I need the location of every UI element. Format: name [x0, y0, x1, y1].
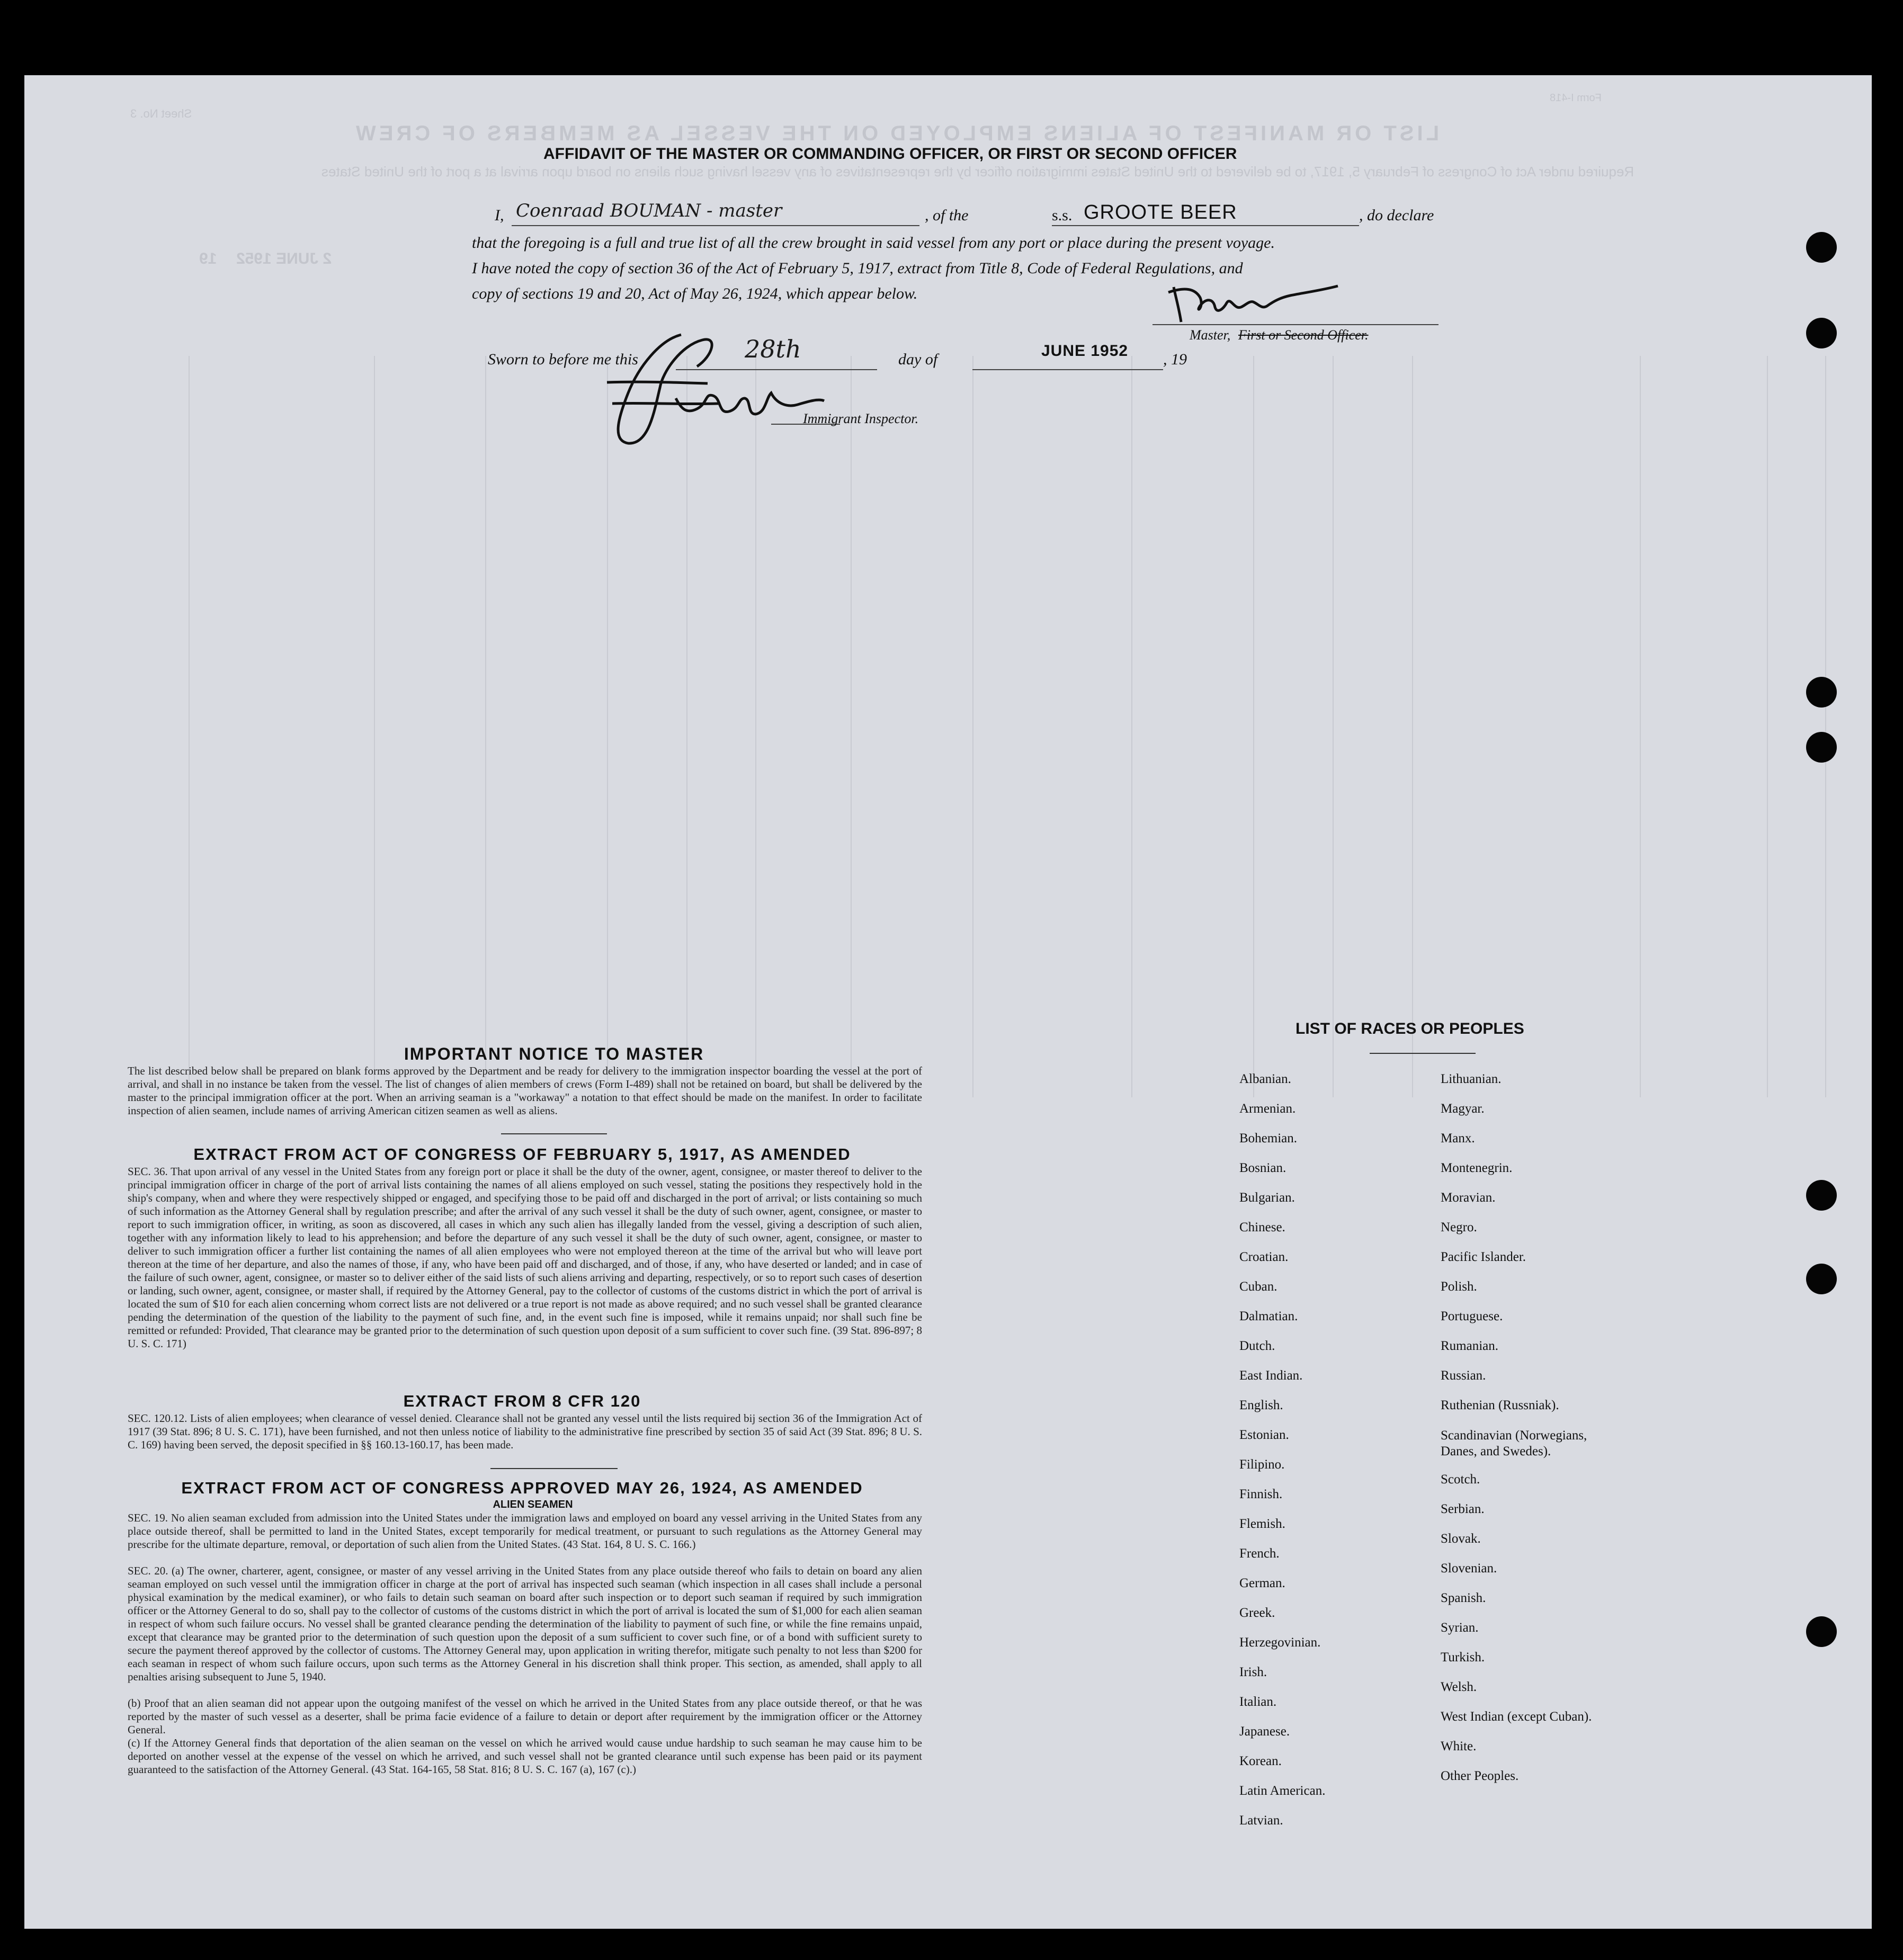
race-item: Turkish. — [1441, 1650, 1485, 1664]
races-title: LIST OF RACES OR PEOPLES — [1296, 1020, 1524, 1037]
column-rule — [972, 356, 973, 1097]
race-item: Other Peoples. — [1441, 1769, 1519, 1783]
column-rule — [1131, 356, 1132, 1097]
race-item: Chinese. — [1239, 1220, 1285, 1234]
column-rule — [1825, 356, 1826, 1097]
of-the-text: , of the — [925, 207, 969, 224]
race-item: Pacific Islander. — [1441, 1250, 1526, 1264]
race-item: Bohemian. — [1239, 1131, 1298, 1145]
race-item: Korean. — [1239, 1754, 1282, 1768]
column-rule — [1640, 356, 1641, 1097]
race-item: Filipino. — [1239, 1457, 1285, 1472]
race-item: Spanish. — [1441, 1591, 1486, 1605]
binder-hole — [1806, 1264, 1837, 1294]
race-item: Flemish. — [1239, 1517, 1285, 1531]
extract-1924-sec20b: (b) Proof that an alien seaman did not appear upon the outgoing manifest of the vessel on which he arrived in the United States from any place outside thereof, or that he was reported by the master of such vessel as a deserter, shall be prima facie evidence of a failure to detain or deport after requirement by the immigration officer or the Attorney General. — [128, 1697, 922, 1736]
vessel-underline — [1052, 225, 1359, 226]
race-item: Magyar. — [1441, 1102, 1485, 1116]
sworn-text: Sworn to before me this — [488, 351, 638, 368]
notice-title: IMPORTANT NOTICE TO MASTER — [404, 1044, 704, 1063]
race-item: Moravian. — [1441, 1191, 1496, 1205]
race-item: Polish. — [1441, 1279, 1477, 1294]
notice-divider — [501, 1133, 607, 1134]
master-signature-line — [1152, 324, 1439, 325]
race-item: Lithuanian. — [1441, 1072, 1502, 1086]
race-item: Irish. — [1239, 1665, 1267, 1679]
affidavit-title: AFFIDAVIT OF THE MASTER OR COMMANDING OFFICER, OR FIRST OR SECOND OFFICER — [543, 145, 1237, 163]
extract-1924-sec20a: SEC. 20. (a) The owner, charterer, agent, consignee, or master of any vessel arriving in the United States from any place outside thereof who fails to detain on board any alien seaman employed on such vessel until the immigration officer in charge at the port of arrival has inspected such seaman (which inspection in all cases shall include a personal physical examination by the medical examiner), or who fails to detain such seaman on board after such inspection or to deport such seaman if required by such immigration officer or the Attorney General to do so, shall pay to the collector of customs of the customs district in which the port of arrival is located the sum of $1,000 for each alien seaman in respect of whom such failure occurs. No vessel shall be granted clearance pending the determination of the liability to payment of such fine, or while the fine remains unpaid, except that clearance may be granted prior to the determination of such question upon the deposit of a sum sufficient to cover such fine, or of a bond with sufficient surety to secure the payment thereof approved by the collector of customs. The Attorney General may, upon application in writing therefor, mitigate such penalty to not less than $200 for each seaman in respect of whom such failure occurs, upon such terms as the Attorney General in his discretion shall think proper. This section, as amended, shall apply to all penalties arising subsequent to June 5, 1940. — [128, 1564, 922, 1683]
race-item: Montenegrin. — [1441, 1161, 1513, 1175]
column-rule — [851, 356, 852, 1097]
race-item: White. — [1441, 1739, 1477, 1753]
race-item: Dutch. — [1239, 1339, 1275, 1353]
binder-hole — [1806, 732, 1837, 763]
extract-1917-body: SEC. 36. That upon arrival of any vessel in the United States from any foreign port or place it shall be the duty of the owner, agent, consignee, or master thereof to deliver to the principal immigration officer in charge of the port of arrival lists containing the names of all aliens employed on such vessel, stating the positions they respectively hold in the ship's company, when and where they were respectively shipped or engaged, and specifying those to be paid off and discharged in the port of arrival; or lists containing so much of such information as the Attorney General shall by regulation prescribe; and after the arrival of any such vessel it shall be the duty of such owner, agent, consignee, or master to report to such immigration officer, in writing, as soon as discovered, all cases in which any such alien has illegally landed from the vessel, giving a description of such alien, together with any information likely to lead to his apprehension; and before the departure of any such vessel it shall be the duty of such owner, agent, consignee, or master to deliver to such immigration officer a further list containing the names of all alien employees who were not employed thereon at the time of the arrival but who will leave port thereon at the time of her departure, and also the names of those, if any, who have been paid off and discharged, and of those, if any, who have deserted or landed; and in case of the failure of such owner, agent, consignee, or master so to deliver either of the said lists of such aliens arriving and departing, respectively, or so to report such cases of desertion or landing, such owner, agent, consignee, or master shall, if required by the Attorney General, pay to the collector of customs of the customs district in which the port of arrival is located the sum of $10 for each alien concerning whom correct lists are not delivered or a true report is not made as above required; and no such vessel shall be granted clearance pending the determination of the question of the liability to the payment of such fine, and, in the event such fine is imposed, while it remains unpaid; nor shall such fine be remitted or refunded: Provided, That clearance may be granted prior to the determination of such question upon deposit of a sum sufficient to cover such fine. (39 Stat. 896-897; 8 U. S. C. 171) — [128, 1165, 922, 1350]
do-declare-text: , do declare — [1359, 207, 1434, 224]
vessel-prefix: s.s. — [1052, 207, 1073, 224]
race-item: Slovenian. — [1441, 1561, 1497, 1576]
race-item: Portuguese. — [1441, 1309, 1503, 1323]
column-rule — [189, 356, 190, 1097]
affidavit-line-3: I have noted the copy of section 36 of the Act of February 5, 1917, extract from Title 8, Code of Federal Regulations, and — [472, 259, 1243, 277]
master-signature — [1163, 276, 1386, 335]
race-item: Japanese. — [1239, 1724, 1290, 1739]
race-item: East Indian. — [1239, 1368, 1303, 1383]
extract-1924-subtitle: ALIEN SEAMEN — [493, 1499, 573, 1510]
column-rule — [374, 356, 375, 1097]
column-rule — [485, 356, 486, 1097]
column-rule — [755, 356, 756, 1097]
month-underline — [972, 369, 1163, 370]
race-item: Syrian. — [1441, 1621, 1479, 1635]
bleed-date: 2 JUNE 1952 — [236, 250, 332, 267]
race-item: Bulgarian. — [1239, 1191, 1295, 1205]
race-item: English. — [1239, 1398, 1283, 1412]
column-rule — [1767, 356, 1768, 1097]
race-item: Welsh. — [1441, 1680, 1477, 1694]
race-item: Cuban. — [1239, 1279, 1277, 1294]
race-item: Albanian. — [1239, 1072, 1291, 1086]
race-item: Estonian. — [1239, 1428, 1289, 1442]
extract-1924-sec20c: (c) If the Attorney General finds that deportation of the alien seaman on the vessel on which he arrived would cause undue hardship to such seaman he may cause him to be deported on another vessel at the expense of the vessel on which he arrived, and such vessel shall not be granted clearance until such expense has been paid or its payment guaranteed to the satisfaction of the Attorney General. (43 Stat. 164-165, 58 Stat. 816; 8 U. S. C. 167 (a), 167 (c).) — [128, 1737, 922, 1776]
race-item: Finnish. — [1239, 1487, 1283, 1501]
race-item: Manx. — [1441, 1131, 1475, 1145]
name-underline — [512, 225, 919, 226]
extract-8cfr-body: SEC. 120.12. Lists of alien employees; when clearance of vessel denied. Clearance shall not be granted any vessel until the lists required bij section 36 of the Immigration Act of 1917 (39 Stat. 896; 8 U. S. C. 171), have been furnished, and not then unless notice of liability to the administrative fine prescribed by section 35 of said Act (39 Stat. 896; 8 U. S. C. 169) having been served, the deposit specified in §§ 160.13-160.17, has been made. — [128, 1412, 922, 1451]
bleed-title: LIST OR MANIFEST OF ALIENS EMPLOYED ON THE VESSEL AS MEMBERS OF CREW — [353, 122, 1440, 145]
day-of-text: day of — [898, 351, 938, 368]
master-label: Master, — [1190, 327, 1231, 343]
notice-body: The list described below shall be prepared on blank forms approved by the Department and be ready for delivery to the immigration inspector boarding the vessel at the port of arrival, and shall in no instance be taken from the vessel. The list of changes of alien members of crews (Form I-489) shall not be retained on board, but shall be delivered by the master to the principal immigration officer at the port. When an arriving seaman is a "workaway" a notation to that effect should be made on the manifest. In order to facilitate inspection of alien seamen, include names of arriving American citizen seamen as well as aliens. — [128, 1064, 922, 1117]
column-rule — [607, 356, 608, 1097]
column-rule — [1253, 356, 1254, 1097]
race-item: Ruthenian (Russniak). — [1441, 1398, 1559, 1412]
binder-hole — [1806, 677, 1837, 708]
race-item: Croatian. — [1239, 1250, 1289, 1264]
race-item: Greek. — [1239, 1606, 1275, 1620]
inspector-signature — [596, 324, 829, 457]
cfr-divider — [490, 1468, 618, 1469]
race-item: German. — [1239, 1576, 1285, 1590]
column-rule — [1333, 356, 1334, 1097]
race-item: Italian. — [1239, 1695, 1277, 1709]
struck-officer-label: First or Second Officer. — [1238, 327, 1369, 343]
bleed-form-number: Form I-418 — [1550, 92, 1602, 104]
manifest-sheet — [24, 75, 1872, 1929]
extract-1917-title: EXTRACT FROM ACT OF CONGRESS OF FEBRUARY 5, 1917, AS AMENDED — [193, 1145, 851, 1164]
inspector-label: Immigrant Inspector. — [803, 411, 919, 426]
race-item: Negro. — [1441, 1220, 1477, 1234]
race-item: West Indian (except Cuban). — [1441, 1710, 1592, 1724]
affidavit-line-2: that the foregoing is a full and true list of all the crew brought in said vessel from any port or place during the present voyage. — [472, 234, 1275, 252]
binder-hole — [1806, 1616, 1837, 1647]
bleed-year: 19 — [199, 250, 217, 267]
race-item: French. — [1239, 1546, 1280, 1561]
extract-8cfr-title: EXTRACT FROM 8 CFR 120 — [403, 1392, 641, 1410]
sworn-day: 28th — [745, 335, 801, 363]
extract-1924-title: EXTRACT FROM ACT OF CONGRESS APPROVED MAY 26, 1924, AS AMENDED — [181, 1479, 863, 1497]
column-rule — [1412, 356, 1413, 1097]
race-item: Serbian. — [1441, 1502, 1485, 1516]
extract-1924-sec19: SEC. 19. No alien seaman excluded from admission into the United States under the immigration laws and employed on board any vessel arriving in the United States from any place outside thereof, shall be permitted to land in the United States, except temporarily for medical treatment, or pursuant to such regulations as the Attorney General may prescribe for the ultimate departure, removal, or deportation of such alien from the United States. (43 Stat. 164, 8 U. S. C. 166.) — [128, 1511, 922, 1551]
column-rule — [686, 356, 687, 1097]
binder-hole — [1806, 232, 1837, 263]
bleed-sheet-number: Sheet No. 3 — [130, 107, 192, 120]
year-suffix: , 19 — [1163, 351, 1187, 368]
race-item: Herzegovinian. — [1239, 1635, 1321, 1650]
race-item: Armenian. — [1239, 1102, 1296, 1116]
races-divider — [1370, 1053, 1476, 1054]
race-item: Latin American. — [1239, 1784, 1326, 1798]
affidavit-line-4: copy of sections 19 and 20, Act of May 26, 1924, which appear below. — [472, 285, 918, 302]
race-item: Dalmatian. — [1239, 1309, 1298, 1323]
month-stamp: JUNE 1952 — [1041, 342, 1129, 360]
binder-hole — [1806, 318, 1837, 348]
bleed-required: Required under Act of Congress of February 5, 1917, to be delivered to the United States immigration officer by the representatives of any vessel having such aliens on board upon arrival at a port of the United States — [321, 164, 1634, 180]
race-item: Slovak. — [1441, 1532, 1481, 1546]
master-name: Coenraad BOUMAN - master — [516, 200, 782, 221]
declarant-prefix: I, — [495, 207, 504, 224]
vessel-name: GROOTE BEER — [1084, 201, 1237, 223]
race-item: Scandinavian (Norwegians, Danes, and Swedes). — [1441, 1428, 1587, 1458]
race-item: Rumanian. — [1441, 1339, 1499, 1353]
binder-hole — [1806, 1180, 1837, 1211]
race-item: Scotch. — [1441, 1472, 1480, 1487]
race-item: Russian. — [1441, 1368, 1486, 1383]
race-item: Latvian. — [1239, 1813, 1283, 1828]
race-item: Bosnian. — [1239, 1161, 1286, 1175]
